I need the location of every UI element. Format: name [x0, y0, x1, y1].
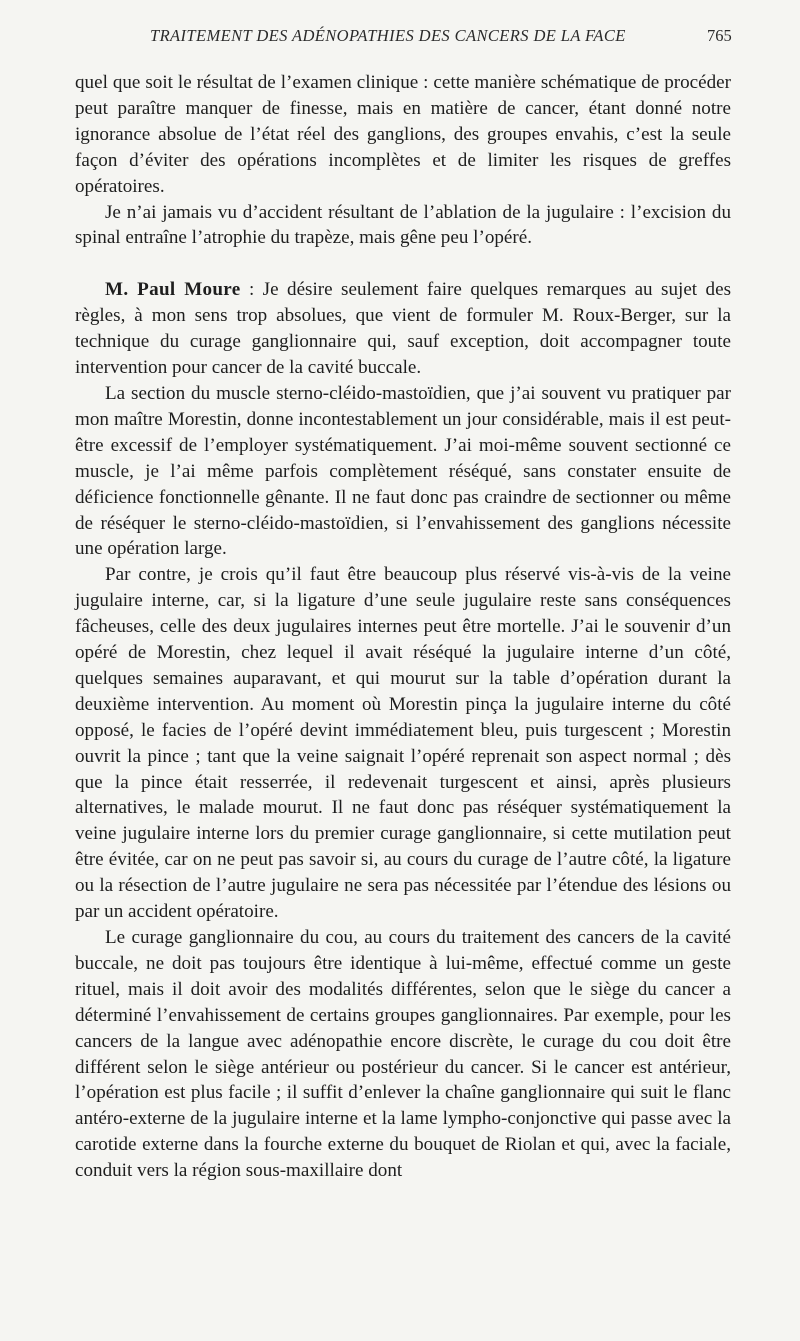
running-header	[0, 26, 800, 50]
running-title: TRAITEMENT DES ADÉNOPATHIES DES CANCERS DE LA FACE	[150, 26, 626, 45]
page-number: 765	[707, 26, 732, 45]
paragraph-sterno-section: La section du muscle sterno-cléido-mastoïdien, que j’ai souvent vu pratiquer par mon maître Morestin, donne incontestablement un jour considérable, mais il est peut-être excessif de l’employer systématiquement. J’ai moi-même souvent sectionné ce muscle, je l’ai même parfois complètement réséqué, sans constater ensuite de déficience fonctionnelle gênante. Il ne faut donc pas craindre de sectionner ou même de réséquer le sterno-cléido-mastoïdien, si l’envahissement des ganglions nécessite une opération large.	[75, 382, 731, 560]
paragraph-jugulaire-excision: Je n’ai jamais vu d’accident résultant de l’ablation de la jugulaire : l’excision du spinal entraîne l’atrophie du trapèze, mais gêne peu l’opéré.	[75, 201, 731, 249]
paragraph-jugulaire-risk: Par contre, je crois qu’il faut être beaucoup plus réservé vis-à-vis de la veine jugulaire interne, car, si la ligature d’une seule jugulaire reste sans conséquences fâcheuses, celle des deux jugulaires internes peut être mortelle. J’ai le souvenir d’un opéré de Morestin, chez lequel il avait réséqué la jugulaire interne d’un côté, quelques semaines auparavant, et qui mourut sur la table d’opération durant la deuxième intervention. Au moment où Morestin pinça la jugulaire interne du côté opposé, le facies de l’opéré devint immédiatement bleu, puis turgescent ; Morestin ouvrit la pince ; tant que la veine saignait l’opéré reprenait son aspect normal ; dès que la pince était resserrée, il redevenait turgescent et ainsi, après plusieurs alternatives, le malade mourut. Il ne faut donc pas réséquer systématiquement la veine jugulaire interne lors du premier curage ganglionnaire, si cette mutilation peut être évitée, car on ne peut pas savoir si, au cours du curage de l’autre côté, la ligature ou la résection de l’autre jugulaire ne sera pas nécessitée par l’étendue des lésions ou par un accident opératoire.	[75, 564, 731, 923]
paragraph-speaker-moure	[75, 277, 731, 381]
speaker-name: M. Paul Moure	[105, 279, 241, 301]
speaker-remarks: : Je désire seulement faire quelques remarques au sujet des règles, à mon sens trop absolues, que vient de formuler M. Roux-Berger, sur la technique du curage ganglionnaire qui, sauf exception, doit accompagner toute intervention pour cancer de la cavité buccale.	[75, 279, 731, 379]
body-text	[75, 70, 731, 1184]
paragraph-continuation: quel que soit le résultat de l’examen clinique : cette manière schématique de procéder peut paraître manquer de finesse, mais en matière de cancer, étant donné notre ignorance absolue de l’état réel des ganglions, des groupes envahis, c’est la seule façon d’éviter des opérations incomplètes et de limiter les risques de greffes opératoires.	[75, 72, 731, 197]
paragraph-curage-modalities: Le curage ganglionnaire du cou, au cours du traitement des cancers de la cavité buccale, ne doit pas toujours être identique à lui-même, effectué comme un geste rituel, mais il doit avoir des modalités différentes, selon que le siège du cancer a déterminé l’envahissement de certains groupes ganglionnaires. Par exemple, pour les cancers de la langue avec adénopathie encore discrète, le curage du cou doit être différent selon le siège antérieur ou postérieur du cancer. Si le cancer est antérieur, l’opération est plus facile ; il suffit d’enlever la chaîne ganglionnaire qui suit le flanc antéro-externe de la jugulaire interne et la lame lympho-conjonctive qui passe avec la carotide externe dans la fourche externe du bouquet de Riolan et qui, avec la faciale, conduit vers la région sous-maxillaire dont	[75, 927, 731, 1182]
